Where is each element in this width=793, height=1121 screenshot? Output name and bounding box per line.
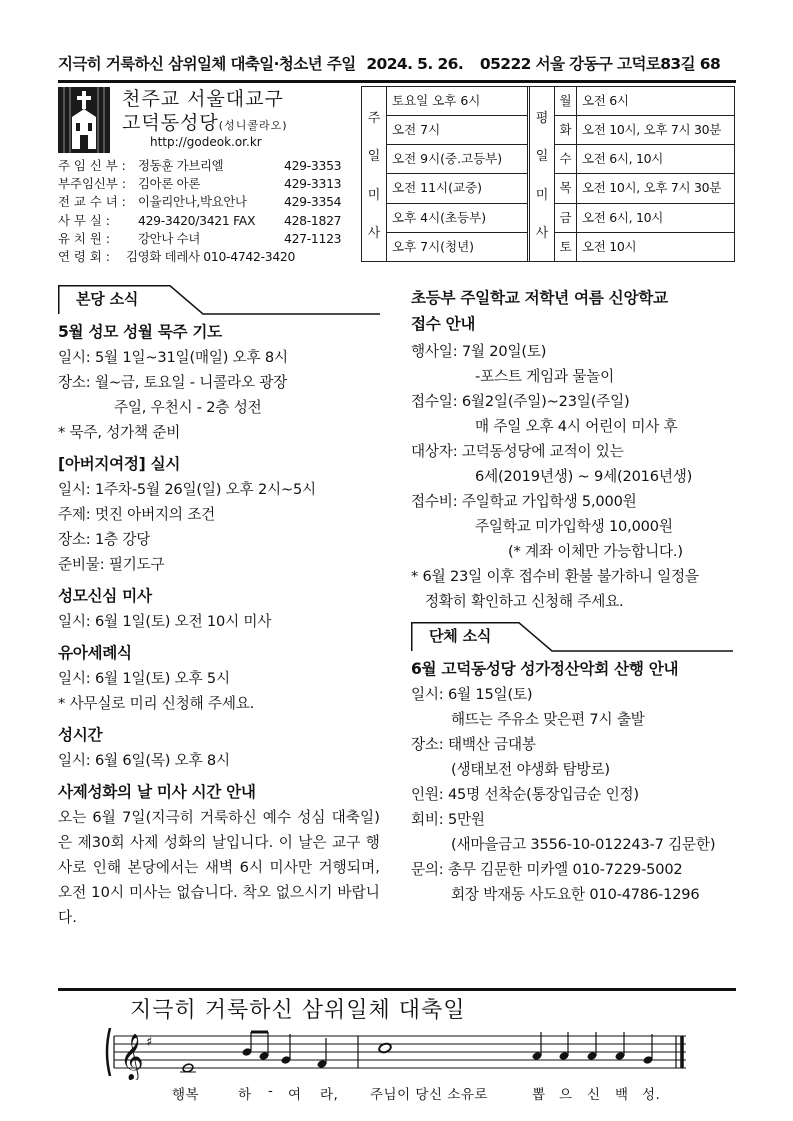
- weekday-row: 수 오전 6시, 10시: [555, 145, 734, 174]
- mass-time-cell: 오후 7시(청년): [392, 238, 475, 254]
- right-column: 초등부 주일학교 저학년 여름 신앙학교 접수 안내 행사일: 7월 20일(토) -포스트 게임과 물놀이 접수일: 6월2일(주일)~23일(주일) 매 주일 오후 4시 어린이 미사 후 대상자: 고덕동성당에 교적이 있는 6세(2019년생) ~ 9세(2016년생) 접수비: 주일학교 가입학생 5,000원 주일학교 미가입학생 10,000원 (* 계좌 이체만 가능합니다.) * 6월 23일 이후 접수비 환불 불가하니 일정을 정확히 확인하고 신청해 주세요. 단체 소식 6월 고덕동성당 성가정산악회 산행 안내 일시: 6월 15일(토) 해뜨는 주유소 맞은편 7시 출발 장소: 태백산 금대봉 (생태보전 야생화 탐방로) 인원: 45명 선착순(통장입금순 인정) 회비: 5만원 (새마을금고 3556-10-012243-7 김문한) 문의: 총무 김문한 미카엘 010-7229-5002 회장 박재동 사도요한 010-4786-1296: [411, 285, 741, 907]
- weekday-mass-times: [555, 87, 734, 261]
- news-title: 초등부 주일학교 저학년 여름 신앙학교: [411, 289, 668, 307]
- lyric-syllable: 행복: [172, 1087, 200, 1103]
- weekday-row: 월 오전 6시: [555, 87, 734, 116]
- music-title: 지극히 거룩하신 삼위일체 대축일: [130, 998, 466, 1023]
- church-logo-icon: [58, 87, 110, 153]
- staff-row: 유 치 원 : 강안나 수녀 427-1123: [58, 230, 342, 246]
- lyric-syllable: 주님이 당신 소유로: [370, 1087, 488, 1103]
- church-address: 05222 서울 강동구 고덕로83길 68: [479, 55, 721, 73]
- news-title-cont: 접수 안내: [411, 315, 476, 333]
- weekday-row: 목 오전 10시, 오후 7시 30분: [555, 174, 734, 203]
- news-title: 유아세례식: [58, 644, 132, 662]
- staff-row: 연 령 회 : 김영화 데레사 010-4742-3420: [58, 249, 296, 265]
- mass-time-cell: 오전 11시(교중): [387, 174, 527, 203]
- news-title: 성시간: [58, 726, 103, 744]
- lyric-syllable: 뽑: [532, 1087, 546, 1103]
- parish-news-column: 본당 소식 5월 성모 성월 묵주 기도 일시: 5월 1일~31일(매일) 오후 8시 장소: 월~금, 토요일 - 니콜라오 광장 주일, 우천시 - 2층 성전 * 묵주, 성가책 준비 [아버지여정] 실시 일시: 1주차-5월 26일(일) 오후 2시~5시 주제: 멋진 아버지의 조건 장소: 1층 강당 준비물: 필기도구 성모신심 미사 일시: 6월 1일(토) 오전 10시 미사 유아세례식 일시: 6월 1일(토) 오후 5시 * 사무실로 미리 신청해 주세요. 성시간 일시: 6월 6일(목) 오후 8시 사제성화의 날 미사 시간 안내 오는 6월 7일(지극히 거룩하신 예수 성심 대축일)은 제30회 사제 성화의 날입니다. 이 날은 교구 행사로 인해 본당에서는 새벽 6시 미사만 거행되며, 오전 10시 미사는 없습니다. 착오 없으시기 바랍니다.: [58, 285, 380, 930]
- lyric-syllable: 라,: [320, 1087, 339, 1103]
- staff-row: 주 임 신 부 : 정동훈 가브리엘 429-3353: [58, 158, 342, 173]
- staff-row: 사 무 실 : 429-3420/3421 FAX 428-1827: [58, 212, 342, 228]
- church-url[interactable]: http://godeok.or.kr: [150, 135, 262, 149]
- top-rule: [58, 80, 736, 83]
- news-title: 성모신심 미사: [58, 587, 152, 605]
- section-tab-parish: [58, 285, 380, 313]
- music-staff-icon: [100, 1024, 690, 1080]
- issue-date: 2024. 5. 26.: [366, 55, 464, 73]
- mass-time-cell: 오전 7시: [387, 116, 527, 145]
- church-name-line2: 고덕동성당: [122, 112, 219, 134]
- lyric-syllable: 백: [615, 1087, 629, 1103]
- mass-schedule-table: [361, 86, 735, 262]
- lyric-syllable: 으: [559, 1087, 573, 1103]
- svg-text:♯: ♯: [146, 1035, 153, 1050]
- news-title: 6월 고덕동성당 성가정산악회 산행 안내: [411, 660, 679, 678]
- weekday-row: 토 오전 10시: [555, 233, 734, 262]
- svg-text:𝄞: 𝄞: [120, 1034, 144, 1080]
- news-body: 오는 6월 7일(지극히 거룩하신 예수 성심 대축일)은 제30회 사제 성화의 날입니다. 이 날은 교구 행사로 인해 본당에서는 새벽 6시 미사만 거행되며, 오전 10시 미사는 없습니다. 착오 없으시기 바랍니다.: [58, 809, 380, 926]
- church-patron: (성니콜라오): [218, 119, 288, 132]
- news-title: 5월 성모 성월 묵주 기도: [58, 323, 222, 341]
- feast-title: 지극히 거룩하신 삼위일체 대축일·청소년 주일: [58, 55, 356, 73]
- lyric-syllable: 신: [587, 1087, 601, 1103]
- lyric-syllable: 하: [238, 1087, 252, 1103]
- staff-row: 부주임신부 : 김아론 아론 429-3313: [58, 176, 342, 192]
- staff-row: 전 교 수 녀 : 이율리안나,박요안나 429-3354: [58, 194, 342, 210]
- section-tab-groups: [411, 622, 741, 650]
- lyric-syllable: 성.: [642, 1087, 661, 1103]
- sunday-mass-times: [387, 87, 530, 261]
- mass-time-cell: 오전 9시(중.고등부): [387, 145, 527, 174]
- news-title: [아버지여정] 실시: [58, 455, 181, 473]
- news-title: 사제성화의 날 미사 시간 안내: [58, 783, 256, 801]
- church-name-line1: 천주교 서울대교구: [122, 88, 284, 110]
- lyric-syllable: -: [268, 1083, 274, 1099]
- weekday-row: 화 오전 10시, 오후 7시 30분: [555, 116, 734, 145]
- weekday-mass-label: 평 일 미 사: [530, 87, 555, 261]
- section-title: 단체 소식: [429, 627, 492, 645]
- sunday-mass-label: 주 일 미 사: [362, 87, 387, 261]
- church-name: [122, 87, 288, 138]
- weekday-row: 금 오전 6시, 10시: [555, 204, 734, 233]
- mass-time-cell: 오후 4시(초등부): [387, 204, 527, 233]
- lyric-syllable: 여: [288, 1087, 302, 1103]
- mass-time-cell: 토요일 오후 6시: [387, 87, 527, 116]
- section-title: 본당 소식: [76, 290, 139, 308]
- staff-list: [58, 157, 358, 266]
- bottom-rule: [58, 988, 736, 991]
- header-line: [58, 52, 736, 78]
